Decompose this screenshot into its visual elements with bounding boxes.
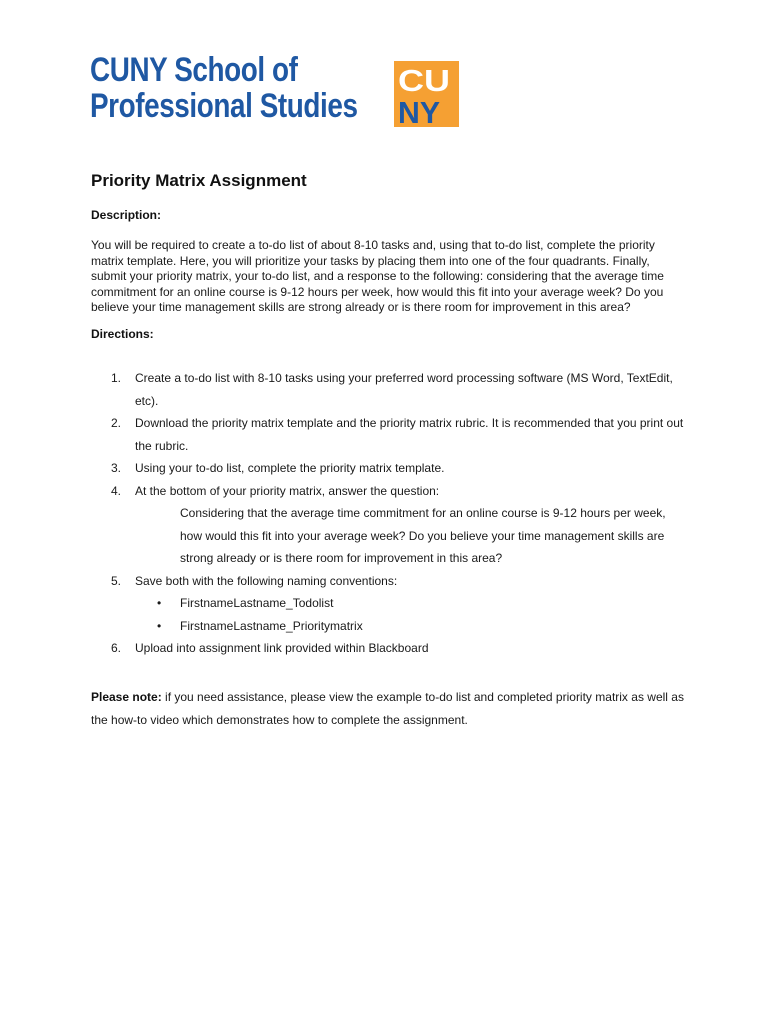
list-item xyxy=(91,367,731,390)
note-line: the how-to video which demonstrates how to complete the assignment. xyxy=(91,712,468,727)
list-item-continuation xyxy=(91,435,731,458)
list-number: 4. xyxy=(111,483,122,498)
page-title: Priority Matrix Assignment xyxy=(91,171,307,190)
please-note xyxy=(91,686,731,731)
logo-line-2: Professional Studies xyxy=(90,87,358,125)
list-text: At the bottom of your priority matrix, answer the question: xyxy=(135,483,440,498)
logo-wordmark xyxy=(90,52,358,124)
description-label: Description: xyxy=(91,208,162,222)
description-line: commitment for an online course is 9-12 hours per week, how would this fit into your average week? Do you xyxy=(91,284,664,299)
naming-convention: FirstnameLastname_Prioritymatrix xyxy=(180,618,363,633)
note-label: Please note: xyxy=(91,690,162,704)
list-number: 6. xyxy=(111,641,122,655)
list-text: etc). xyxy=(135,393,159,408)
list-item xyxy=(91,570,731,593)
logo-line-1: CUNY School of xyxy=(90,51,298,89)
list-text: Download the priority matrix template and the priority matrix rubric. It is recommended that you print out xyxy=(135,416,684,430)
naming-convention: FirstnameLastname_Todolist xyxy=(180,596,334,610)
description-line: submit your priority matrix, your to-do list, and a response to the following: considering that the average time xyxy=(91,269,664,283)
bullet-item xyxy=(91,592,731,615)
list-number: 2. xyxy=(111,416,122,430)
bullet-icon: • xyxy=(157,618,162,633)
description-line: matrix template. Here, you will prioritize your tasks by placing them into one of the four quadrants. Finally, xyxy=(91,253,650,268)
list-number: 5. xyxy=(111,573,122,588)
question-text: Considering that the average time commitment for an online course is 9-12 hours per week, xyxy=(180,506,666,520)
list-text: Using your to-do list, complete the priority matrix template. xyxy=(135,461,445,475)
directions-label: Directions: xyxy=(91,327,154,341)
list-item xyxy=(91,637,731,660)
list-text: Upload into assignment link provided within Blackboard xyxy=(135,641,429,655)
logo-mark-top: CU xyxy=(398,63,450,98)
logo-mark-bottom: NY xyxy=(398,95,441,127)
list-text: Save both with the following naming conventions: xyxy=(135,573,398,588)
bullet-item xyxy=(91,615,731,638)
list-number: 1. xyxy=(111,371,122,385)
list-item-continuation xyxy=(91,390,731,413)
directions-list xyxy=(91,367,731,660)
list-subtext xyxy=(91,525,731,548)
list-subtext xyxy=(91,502,731,525)
question-text: how would this fit into your average week? Do you believe your time management skills are xyxy=(180,528,665,543)
list-text: Create a to-do list with 8-10 tasks using your preferred word processing software (MS Word, TextEdit, xyxy=(135,371,673,385)
description-paragraph xyxy=(91,238,691,316)
cuny-logo-mark xyxy=(394,61,459,127)
list-subtext xyxy=(91,547,731,570)
description-line: believe your time management skills are strong already or is there room for improvement in this area? xyxy=(91,300,631,314)
list-item xyxy=(91,457,731,480)
list-item xyxy=(91,480,731,503)
list-item xyxy=(91,412,731,435)
cuny-sps-logo xyxy=(90,52,460,132)
note-text: if you need assistance, please view the example to-do list and completed priority matrix as well as xyxy=(161,690,684,704)
description-line: You will be required to create a to-do list of about 8-10 tasks and, using that to-do list, complete the priority xyxy=(91,238,655,252)
list-text: the rubric. xyxy=(135,438,189,453)
list-number: 3. xyxy=(111,461,122,475)
question-text: strong already or is there room for improvement in this area? xyxy=(180,551,503,565)
note-line xyxy=(91,686,731,709)
bullet-icon: • xyxy=(157,596,162,610)
